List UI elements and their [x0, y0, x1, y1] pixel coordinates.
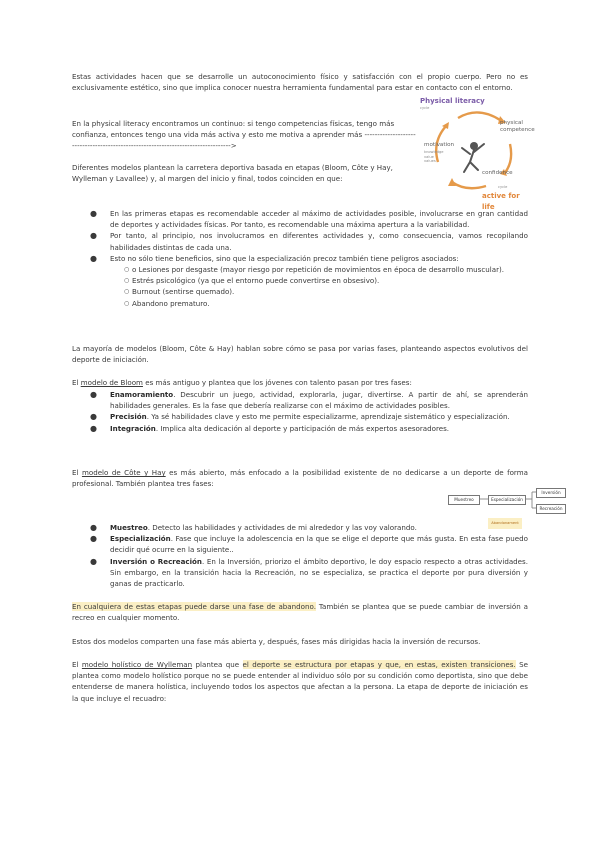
- list-item: ● Muestreo. Detecto las habilidades y actividades de mi alrededor y las voy valorando.: [90, 523, 417, 532]
- list-item: ● Precisión. Ya sé habilidades clave y esto me permite especializarme, aprendizaje sistemático y especialización.: [90, 412, 510, 422]
- figure-physical-competence: physical competence: [500, 120, 535, 133]
- phase-term: Especialización: [110, 534, 171, 544]
- cote-model-link: modelo de Côte y Hay: [81, 468, 166, 477]
- bloom-intro-pre: El: [72, 378, 81, 387]
- figure-motivation: motivation: [424, 142, 455, 148]
- figure-active-for-life: active for life: [482, 192, 520, 212]
- list-item: ● Esto no sólo tiene beneficios, sino que la especialización precoz también tiene peligros asociados:: [90, 253, 459, 263]
- phase-text: . Implica alta dedicación al deporte y participación de más expertos asesoradores.: [155, 423, 450, 433]
- phase-text: . Detecto las habilidades y actividades de mi alrededor y las voy valorando.: [147, 523, 417, 532]
- figure-confidence: confidence: [482, 170, 513, 176]
- bullet-list-stages: [72, 208, 528, 309]
- list-item-text: Esto no sólo tiene beneficios, sino que la especialización precoz también tiene peligros asociados:: [110, 253, 459, 263]
- wylleman-pre: El: [72, 660, 82, 669]
- highlight-abandono: En cualquiera de estas etapas puede darse una fase de abandono.: [72, 602, 316, 611]
- cote-phases-list: [72, 522, 528, 589]
- sub-list-item: ○ Burnout (sentirse quemado).: [124, 287, 235, 297]
- sub-item-text: Estrés psicológico (ya que el entorno puede convertirse en obsesivo).: [132, 276, 380, 286]
- phase-text: . Ya sé habilidades clave y esto me permite especializarme, aprendizaje sistemático y especialización.: [146, 412, 510, 422]
- wylleman-rest: Se plantea como modelo holístico porque no se puede entender al individuo sólo por su condición como deportista, sino que debe entenderse de manera holística, incluyendo todos los aspectos que afectan a la persona. La etapa de deporte de iniciación es la que incluye el recuadro:: [72, 660, 528, 703]
- sub-list-item: ○ o Lesiones por desgaste (mayor riesgo por repetición de movimientos en época de desarrollo muscular).: [124, 265, 505, 275]
- phase-term: Integración: [110, 423, 156, 433]
- list-item-text: En las primeras etapas es recomendable acceder al máximo de actividades posible, involucrarse en gran cantidad de deportes y actividades físicas. Por tanto, es recomendable una máxima apertura a la variabilidad.: [110, 209, 528, 230]
- diagram-box-inversion: Inversión: [536, 488, 566, 498]
- diagram-box-muestreo: Muestreo: [448, 495, 480, 505]
- wylleman-mid: plantea que: [192, 660, 243, 669]
- bloom-phases-list: [72, 389, 528, 434]
- diagram-label-abandono: Abandonament: [488, 518, 522, 529]
- figure-small-bottom: cycle: [498, 185, 508, 189]
- list-item: ● Inversión o Recreación. En la Inversión, priorizo el ámbito deportivo, le doy espacio respecto a otras actividades. Sin embargo, en la transición hacia la Recreación, no se especializa, se practica el deporte por pura diversión y ganas de practicarlo.: [90, 556, 528, 589]
- list-item: ● Enamoramiento. Descubrir un juego, actividad, explorarla, jugar, divertirse. A partir de ahí, se aprenderán habilidades generales. Es la fase que debería realizarse con el máximo de actividades posibles.: [90, 390, 528, 411]
- phase-term: Precisión: [110, 412, 147, 422]
- phase-text: . Descubrir un juego, actividad, explorarla, jugar, divertirse. A partir de ahí, se aprenderán habilidades generales. Es la fase que debería realizarse con el máximo de actividades posibles.: [110, 390, 528, 411]
- figure-small-top: cycle: [420, 106, 430, 110]
- bloom-model-link: modelo de Bloom: [80, 378, 143, 387]
- phase-term: Enamoramiento: [110, 390, 174, 399]
- paragraph-abandono: [72, 601, 528, 623]
- paragraph-physical-literacy: En la physical literacy encontramos un continuo: si tengo competencias físicas, tengo más confianza, entonces tengo una vida más activa y esto me motiva a aprender más ---------------------------------------------------------------------------------->: [72, 119, 416, 151]
- figure-title: Physical literacy: [420, 97, 485, 105]
- abandono-rest: También se plantea que se puede cambiar de inversión a recreo en cualquier momento.: [72, 602, 528, 623]
- sub-list-item: ○ Abandono prematuro.: [124, 298, 210, 308]
- wylleman-model-link: modelo holístico de Wylleman: [81, 660, 193, 669]
- highlight-transitions: el deporte se estructura por etapas y que, en estas, existen transiciones.: [242, 660, 516, 669]
- list-item: ● Por tanto, al principio, nos involucramos en diferentes actividades y, como consecuencia, vamos recopilando habilidades distintas de cada una.: [90, 231, 528, 252]
- phase-term: Muestreo: [110, 523, 148, 532]
- list-item: ● Especialización. Fase que incluye la adolescencia en la que se elige el deporte que más gusta. En esta fase puedo decidir qué ocurre en la siguiente..: [90, 534, 528, 555]
- paragraph-models: Diferentes modelos plantean la carretera deportiva basada en etapas (Bloom, Côte y Hay, Wylleman y Lavallee) y, al margen del inicio y final, todos coinciden en que:: [72, 163, 393, 184]
- paragraph-wylleman: [72, 659, 528, 704]
- figure-motivation-sub: knowledge value values: [424, 150, 444, 164]
- paragraph-shared-phase: Estos dos modelos comparten una fase más abierta y, después, fases más dirigidas hacia la inversión de recursos.: [72, 637, 481, 646]
- paragraph-intro: Estas actividades hacen que se desarrolle un autoconocimiento físico y satisfacción con el propio cuerpo. Pero no es exclusivamente estético, sino que implica conocer nuestra herramienta fundamental para estar en contacto con el entorno.: [72, 72, 528, 93]
- list-item-text: Por tanto, al principio, nos involucramos en diferentes actividades y, como consecuencia, vamos recopilando habilidades distintas de cada una.: [110, 231, 528, 252]
- diagram-box-recreacion: Recreación: [536, 504, 566, 514]
- sub-list-item: ○ Estrés psicológico (ya que el entorno puede convertirse en obsesivo).: [124, 276, 380, 286]
- physical-literacy-figure: [418, 96, 535, 212]
- diagram-box-especializacion: Especialización: [488, 495, 526, 505]
- phase-text: . En la Inversión, priorizo el ámbito deportivo, le doy espacio respecto a otras actividades. Sin embargo, en la transición hacia la Recreación, no se especializa, se practica el deporte por pura diversión y ganas de practicarlo.: [110, 556, 528, 589]
- phase-term: Inversión o Recreación: [110, 556, 202, 566]
- paragraph-bloom-intro: [72, 377, 528, 388]
- cote-intro-pre: El: [72, 468, 82, 477]
- cote-intro-post: es más abierto, más enfocado a la posibilidad existente de no dedicarse a un deporte de forma profesional. También plantea tres fases:: [72, 468, 528, 489]
- sub-item-text: Abandono prematuro.: [132, 298, 210, 308]
- list-item: ● En las primeras etapas es recomendable acceder al máximo de actividades posible, involucrarse en gran cantidad de deportes y actividades físicas. Por tanto, es recomendable una máxima apertura a la variabilidad.: [90, 209, 528, 230]
- phase-text: . Fase que incluye la adolescencia en la que se elige el deporte que más gusta. En esta fase puedo decidir qué ocurre en la siguiente..: [110, 534, 528, 555]
- list-item: ● Integración. Implica alta dedicación al deporte y participación de más expertos asesoradores.: [90, 423, 450, 433]
- bloom-intro-post: es más antiguo y plantea que los jóvenes con talento pasan por tres fases:: [142, 378, 412, 387]
- sub-item-text: o Lesiones por desgaste (mayor riesgo por repetición de movimientos en época de desarrollo muscular).: [132, 265, 505, 275]
- paragraph-majority-models: La mayoría de modelos (Bloom, Côte & Hay) hablan sobre cómo se pasa por varias fases, planteando aspectos evolutivos del deporte de iniciación.: [72, 344, 528, 365]
- sub-item-text: Burnout (sentirse quemado).: [132, 287, 235, 297]
